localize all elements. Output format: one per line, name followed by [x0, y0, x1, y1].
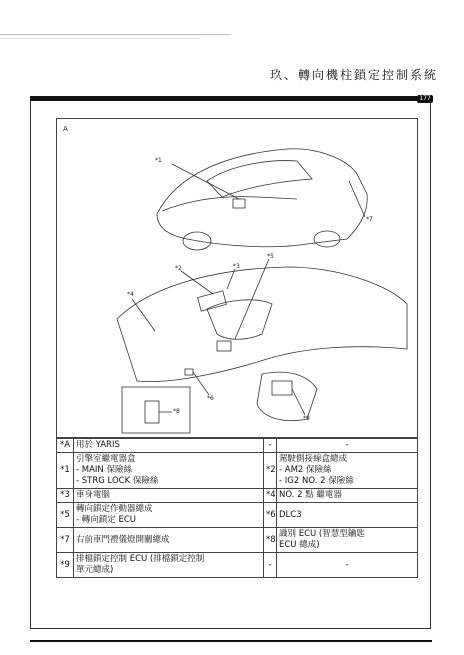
- legend-code: -: [264, 439, 277, 453]
- dashboard-outline: [117, 267, 407, 382]
- legend-row: [57, 489, 418, 503]
- lock-actuator-shape: [217, 341, 231, 351]
- footer-bar: [30, 640, 432, 642]
- dlc3-shape: [185, 369, 193, 375]
- body-ecu-shape: [198, 291, 227, 311]
- callout-2: *2: [175, 265, 182, 272]
- vehicle-illustration: [57, 119, 419, 439]
- car-outline: [157, 149, 367, 247]
- legend-code: *9: [57, 553, 74, 578]
- legend-code: *4: [264, 489, 277, 503]
- legend-code: *2: [264, 453, 277, 489]
- legend-desc: 車身電腦: [74, 489, 264, 503]
- rear-wheel: [314, 231, 340, 247]
- legend-row: [57, 553, 418, 578]
- figure-label-a: A: [63, 125, 68, 133]
- legend-code: *6: [264, 503, 277, 528]
- steering-column: [207, 300, 272, 339]
- legend-desc: -: [277, 553, 418, 578]
- legend-desc: 排檔鎖定控制 ECU (排檔鎖定控制 單元總成): [74, 553, 264, 578]
- callout-4: *4: [127, 291, 134, 298]
- car-windshield: [207, 161, 312, 197]
- callout-5: *5: [267, 253, 274, 260]
- callout-3: *3: [233, 263, 240, 270]
- chapter-title: 玖、轉向機柱鎖定控制系統: [269, 68, 438, 82]
- legend-code: *3: [57, 489, 74, 503]
- page-badge: 177: [417, 95, 433, 103]
- legend-row: [57, 439, 418, 453]
- legend-desc: 轉向鎖定作動器總成 - 轉向鎖定 ECU: [74, 503, 264, 528]
- legend-desc: DLC3: [277, 503, 418, 528]
- legend-code: *7: [57, 528, 74, 553]
- top-rule-faint: [0, 38, 200, 39]
- callout-8: *8: [173, 408, 180, 415]
- legend-desc: 引擎室繼電器盒 - MAIN 保險絲 - STRG LOCK 保險絲: [74, 453, 264, 489]
- top-rule: [0, 34, 230, 35]
- legend-code: *5: [57, 503, 74, 528]
- relay-box-shape: [233, 199, 245, 208]
- callout-1: *1: [155, 157, 162, 164]
- shift-lock-ecu-shape: [272, 381, 292, 395]
- callout-6: *6: [207, 395, 214, 402]
- legend-code: *A: [57, 439, 74, 453]
- center-console: [257, 372, 317, 420]
- component-location-figure: [56, 118, 418, 438]
- legend-desc: 駕駛側接線盒總成 - AM2 保險絲 - IG2 NO. 2 保險絲: [277, 453, 418, 489]
- id-ecu-shape: [145, 401, 159, 423]
- legend-row: [57, 503, 418, 528]
- legend-desc: -: [277, 439, 418, 453]
- legend-code: *8: [264, 528, 277, 553]
- legend-table: [56, 438, 418, 578]
- callout-9: *9: [303, 415, 310, 422]
- legend-desc: 右前車門禮儀燈開關總成: [74, 528, 264, 553]
- legend-row: [57, 528, 418, 553]
- legend-desc: 識別 ECU (智慧型鑰匙 ECU 總成): [277, 528, 418, 553]
- legend-desc: NO. 2 點 繼電器: [277, 489, 418, 503]
- legend-desc: 用於 YARIS: [74, 439, 264, 453]
- legend-row: [57, 453, 418, 489]
- car-hood: [162, 197, 297, 211]
- legend-code: -: [264, 553, 277, 578]
- callout-7: *7: [366, 216, 373, 223]
- legend-code: *1: [57, 453, 74, 489]
